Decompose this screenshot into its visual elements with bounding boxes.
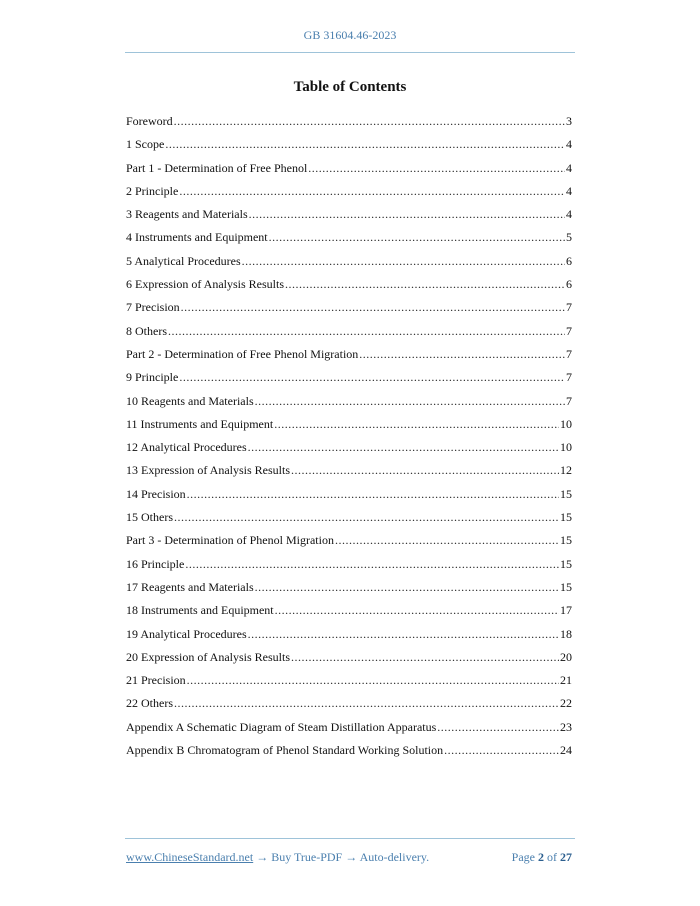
toc-dot-leader [174,110,565,133]
footer [126,850,572,865]
toc-entry-page: 7 [566,370,572,385]
toc-entry-label: 2 Principle [126,183,179,198]
toc-entry-label: 3 Reagents and Materials [126,207,248,222]
toc-entry-page: 6 [566,277,572,292]
toc-entry-label: 19 Analytical Procedures [126,626,247,641]
toc-entry[interactable] [126,320,572,343]
toc-entry[interactable] [126,576,572,599]
toc-entry-label: 18 Instruments and Equipment [126,603,274,618]
toc-entry-label: 14 Precision [126,486,186,501]
toc-entry-page: 7 [566,393,572,408]
auto-delivery-text: Auto-delivery. [359,850,430,864]
toc-entry-page: 4 [566,137,572,152]
toc-entry-page: 15 [560,486,572,501]
toc-entry-label: Part 1 - Determination of Free Phenol [126,160,308,175]
header-rule [125,52,575,53]
toc-entry[interactable] [126,669,572,692]
toc-entry-label: Part 3 - Determination of Phenol Migration [126,533,334,548]
page-prefix: Page [511,850,538,864]
toc-entry-page: 15 [560,579,572,594]
toc-entry[interactable] [126,343,572,366]
footer-rule [125,838,575,839]
toc-dot-leader [359,343,565,366]
toc-list [126,110,572,762]
toc-entry-label: Part 2 - Determination of Free Phenol Migration [126,346,359,361]
toc-entry-label: 17 Reagents and Materials [126,579,254,594]
toc-dot-leader [308,157,565,180]
toc-entry-label: 22 Others [126,696,173,711]
page-indicator [512,850,572,865]
toc-entry[interactable] [126,553,572,576]
toc-entry-page: 7 [566,300,572,315]
toc-entry-page: 10 [560,416,572,431]
toc-entry[interactable] [126,110,572,133]
toc-dot-leader [185,553,559,576]
toc-entry-label: 20 Expression of Analysis Results [126,649,290,664]
toc-dot-leader [275,599,559,622]
website-link[interactable]: www.ChineseStandard.net [126,850,254,864]
toc-entry-page: 23 [560,719,572,734]
toc-dot-leader [179,180,565,203]
toc-entry-label: 11 Instruments and Equipment [126,416,274,431]
arrow-right-icon: → [253,850,272,864]
toc-entry-page: 21 [560,673,572,688]
toc-entry-label: 9 Principle [126,370,179,385]
toc-entry[interactable] [126,692,572,715]
toc-dot-leader [444,739,559,762]
arrow-right-icon: → [342,850,360,864]
toc-entry-page: 10 [560,440,572,455]
toc-dot-leader [179,366,565,389]
toc-entry-page: 4 [566,160,572,175]
toc-entry[interactable] [126,506,572,529]
toc-entry-label: Appendix A Schematic Diagram of Steam Distillation Apparatus [126,719,437,734]
toc-dot-leader [335,529,559,552]
toc-entry[interactable] [126,599,572,622]
toc-entry-page: 4 [566,207,572,222]
toc-entry-label: 10 Reagents and Materials [126,393,254,408]
toc-entry[interactable] [126,133,572,156]
buy-true-pdf-text: Buy True-PDF [271,850,343,864]
toc-entry-label: 13 Expression of Analysis Results [126,463,290,478]
toc-entry-page: 6 [566,253,572,268]
toc-entry[interactable] [126,296,572,319]
toc-entry-page: 22 [560,696,572,711]
toc-entry[interactable] [126,716,572,739]
toc-dot-leader [274,413,559,436]
toc-dot-leader [187,483,559,506]
toc-entry[interactable] [126,366,572,389]
toc-dot-leader [187,669,559,692]
toc-entry-label: 16 Principle [126,556,185,571]
toc-dot-leader [249,203,565,226]
toc-entry-page: 15 [560,510,572,525]
toc-title: Table of Contents [293,79,407,95]
toc-dot-leader [248,436,559,459]
toc-entry[interactable] [126,273,572,296]
toc-entry-label: 7 Precision [126,300,180,315]
toc-dot-leader [174,692,559,715]
toc-entry-page: 7 [566,346,572,361]
toc-entry-label: 15 Others [126,510,173,525]
toc-entry[interactable] [126,203,572,226]
toc-dot-leader [291,459,559,482]
toc-entry-page: 24 [560,743,572,758]
toc-entry[interactable] [126,180,572,203]
toc-dot-leader [255,576,559,599]
toc-dot-leader [291,646,559,669]
toc-dot-leader [181,296,565,319]
toc-entry-page: 12 [560,463,572,478]
toc-entry-label: 21 Precision [126,673,186,688]
toc-entry-page: 20 [560,649,572,664]
toc-entry[interactable] [126,436,572,459]
toc-entry-label: 6 Expression of Analysis Results [126,277,284,292]
toc-entry[interactable] [126,529,572,552]
toc-entry-page: 5 [566,230,572,245]
toc-entry[interactable] [126,623,572,646]
toc-entry-page: 18 [560,626,572,641]
toc-dot-leader [165,133,565,156]
document-code-header: GB 31604.46-2023 [303,28,397,42]
toc-entry-page: 17 [560,603,572,618]
toc-entry-label: 1 Scope [126,137,165,152]
toc-entry[interactable] [126,413,572,436]
toc-dot-leader [242,250,565,273]
toc-entry[interactable] [126,646,572,669]
toc-dot-leader [255,390,565,413]
toc-entry-label: 8 Others [126,323,167,338]
toc-entry-page: 4 [566,183,572,198]
toc-entry-label: 5 Analytical Procedures [126,253,241,268]
page-of: of [544,850,560,864]
page-current: 2 [538,850,544,864]
toc-entry-label: 4 Instruments and Equipment [126,230,268,245]
toc-entry[interactable] [126,739,572,762]
toc-entry-page: 15 [560,533,572,548]
toc-entry[interactable] [126,250,572,273]
toc-entry[interactable] [126,459,572,482]
toc-entry[interactable] [126,390,572,413]
toc-dot-leader [437,716,559,739]
toc-dot-leader [285,273,565,296]
toc-dot-leader [248,623,559,646]
toc-dot-leader [174,506,559,529]
toc-entry[interactable] [126,157,572,180]
toc-entry[interactable] [126,483,572,506]
page-total: 27 [560,850,572,864]
toc-entry-label: Appendix B Chromatogram of Phenol Standard Working Solution [126,743,444,758]
toc-entry-label: Foreword [126,114,173,128]
toc-entry-page: 7 [566,323,572,338]
toc-dot-leader [269,226,565,249]
toc-entry[interactable] [126,226,572,249]
toc-entry-page: 15 [560,556,572,571]
toc-dot-leader [168,320,565,343]
toc-entry-page: 3 [566,114,572,128]
toc-entry-label: 12 Analytical Procedures [126,440,247,455]
